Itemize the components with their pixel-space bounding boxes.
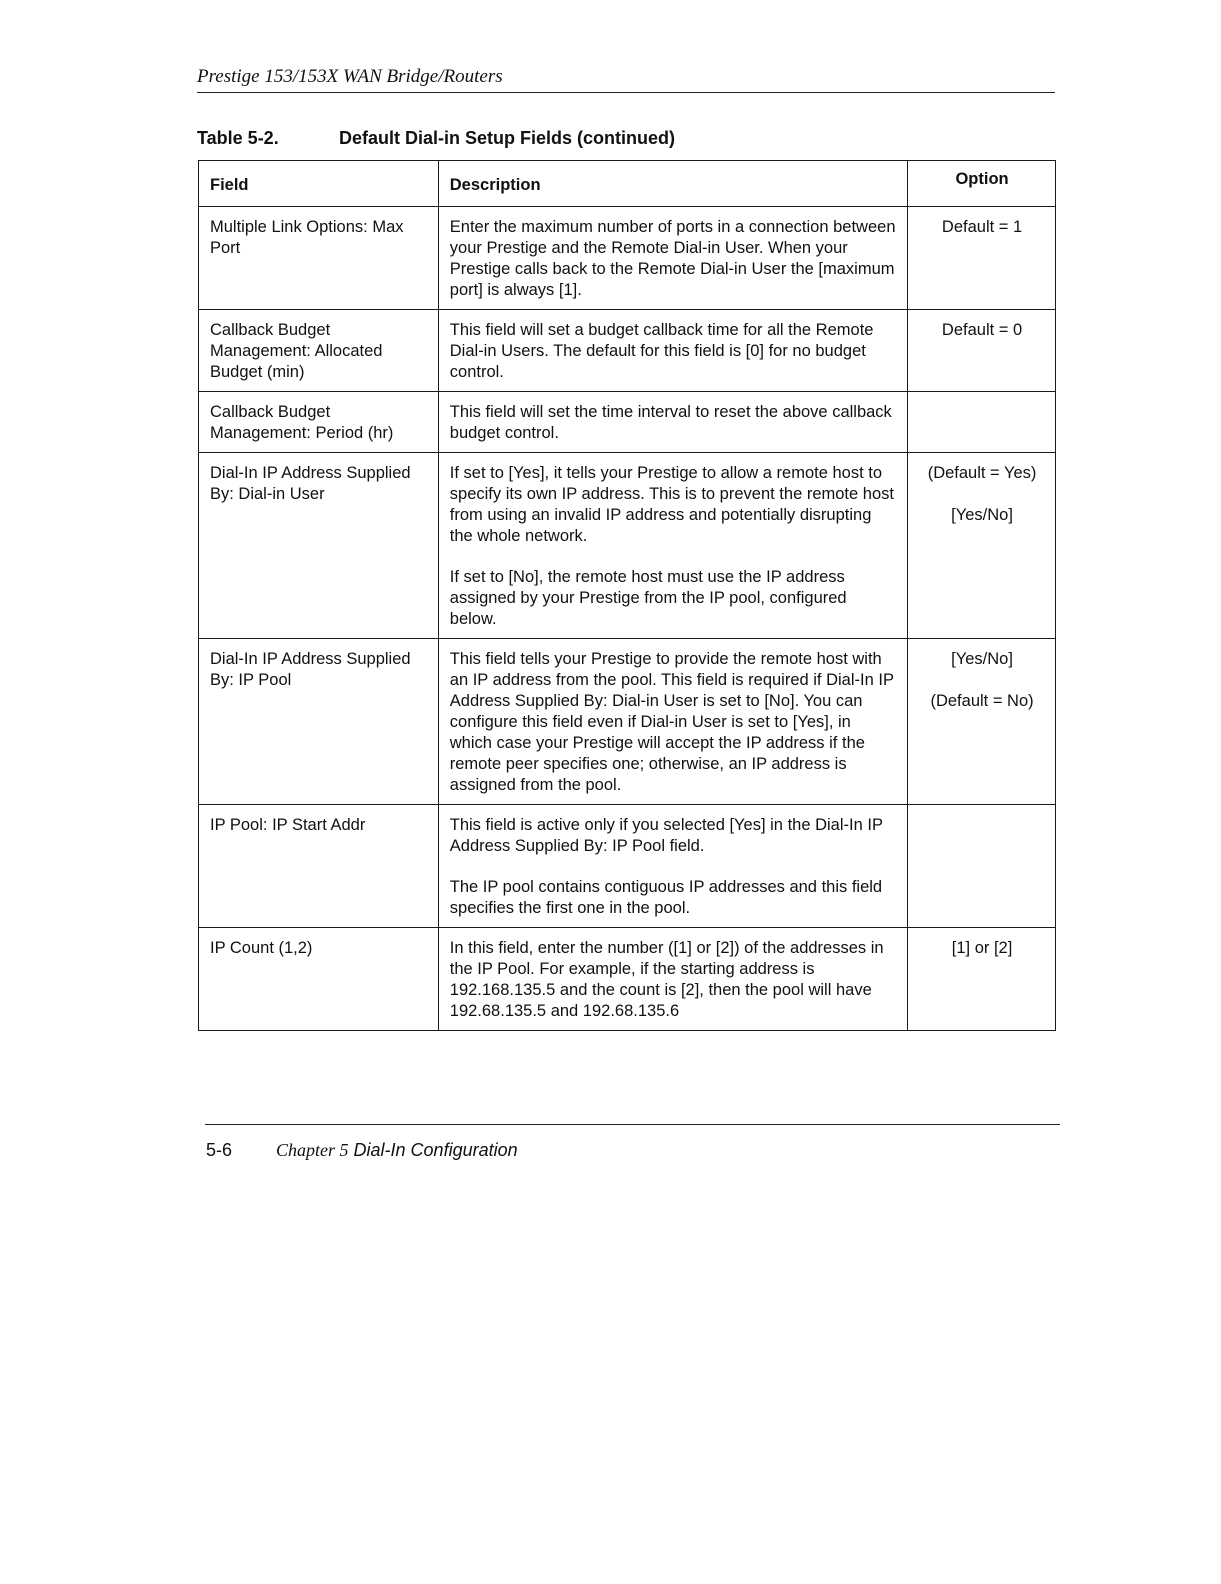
option-value: (Default = No) [930, 692, 1034, 710]
option-cell [908, 805, 1056, 928]
dial-in-setup-table [198, 160, 1056, 1031]
option-cell [908, 392, 1056, 453]
footer-divider [205, 1124, 1060, 1125]
description-paragraph: The IP pool contains contiguous IP addresses and this field specifies the first one in the pool. [449, 878, 883, 917]
description-cell [438, 805, 907, 928]
description-cell [438, 928, 907, 1031]
page-footer [206, 1140, 518, 1161]
header-divider [197, 92, 1055, 93]
option-value: [1] or [2] [951, 939, 1013, 957]
description-paragraph: This field will set the time interval to reset the above callback budget control. [449, 403, 892, 442]
option-value: (Default = Yes) [927, 464, 1037, 482]
field-cell: IP Pool: IP Start Addr [199, 805, 439, 928]
column-header-description: Description [438, 161, 907, 207]
field-cell: Multiple Link Options: Max Port [199, 207, 439, 310]
table-row [199, 928, 1056, 1031]
column-header-option: Option [908, 161, 1056, 207]
table-body [199, 207, 1056, 1031]
description-paragraph: If set to [No], the remote host must use the IP address assigned by your Prestige from the IP pool, configured below. [449, 568, 847, 628]
running-header: Prestige 153/153X WAN Bridge/Routers [197, 66, 503, 87]
table-number: Table 5-2. [197, 128, 279, 148]
field-cell: Callback Budget Management: Allocated Budget (min) [199, 310, 439, 392]
field-cell: Callback Budget Management: Period (hr) [199, 392, 439, 453]
footer-chapter: Chapter 5 [276, 1140, 349, 1160]
option-cell [908, 310, 1056, 392]
description-paragraph: Enter the maximum number of ports in a connection between your Prestige and the Remote Dial-in User. When your Prestige calls back to the Remote Dial-in User the [maximum port] is always [1]. [449, 218, 896, 299]
option-cell [908, 639, 1056, 805]
option-cell [908, 453, 1056, 639]
option-value: Default = 1 [941, 218, 1023, 236]
table-row [199, 392, 1056, 453]
column-header-field: Field [199, 161, 439, 207]
description-cell [438, 392, 907, 453]
table-row [199, 453, 1056, 639]
field-cell: IP Count (1,2) [199, 928, 439, 1031]
description-paragraph: This field is active only if you selected [Yes] in the Dial-In IP Address Supplied By: IP Pool field. [449, 816, 883, 855]
field-cell: Dial-In IP Address Supplied By: IP Pool [199, 639, 439, 805]
field-cell: Dial-In IP Address Supplied By: Dial-in User [199, 453, 439, 639]
description-paragraph: In this field, enter the number ([1] or [2]) of the addresses in the IP Pool. For example, if the starting address is 192.168.135.5 and the count is [2], then the pool will have 192.68.135.5 and 192.68.135.6 [449, 939, 884, 1020]
table-header-row [199, 161, 1056, 207]
table-row [199, 310, 1056, 392]
description-cell [438, 310, 907, 392]
option-cell [908, 207, 1056, 310]
description-paragraph: This field will set a budget callback time for all the Remote Dial-in Users. The default for this field is [0] for no budget control. [449, 321, 874, 381]
description-cell [438, 639, 907, 805]
table-row [199, 639, 1056, 805]
description-paragraph: This field tells your Prestige to provide the remote host with an IP address from the pool. This field is required if Dial-In IP Address Supplied By: Dial-in User is set to [No]. You can configure this field even if Dial-in User is set to [Yes], in which case your Prestige will accept the IP address if the remote peer specifies one; otherwise, an IP address is assigned from the pool. [449, 650, 894, 794]
table-row [199, 207, 1056, 310]
table-title: Default Dial-in Setup Fields (continued) [339, 128, 676, 148]
page-number: 5-6 [206, 1140, 233, 1160]
table-row [199, 805, 1056, 928]
option-value: [Yes/No] [951, 650, 1013, 668]
description-paragraph: If set to [Yes], it tells your Prestige to allow a remote host to specify its own IP address. This is to prevent the remote host from using an invalid IP address and potentially disrupting the whole network. [449, 464, 894, 545]
option-cell [908, 928, 1056, 1031]
description-cell [438, 453, 907, 639]
option-value: Default = 0 [941, 321, 1023, 339]
footer-chapter-title: Dial-In Configuration [353, 1140, 518, 1160]
table-caption [197, 128, 675, 149]
description-cell [438, 207, 907, 310]
option-value: [Yes/No] [951, 506, 1013, 524]
